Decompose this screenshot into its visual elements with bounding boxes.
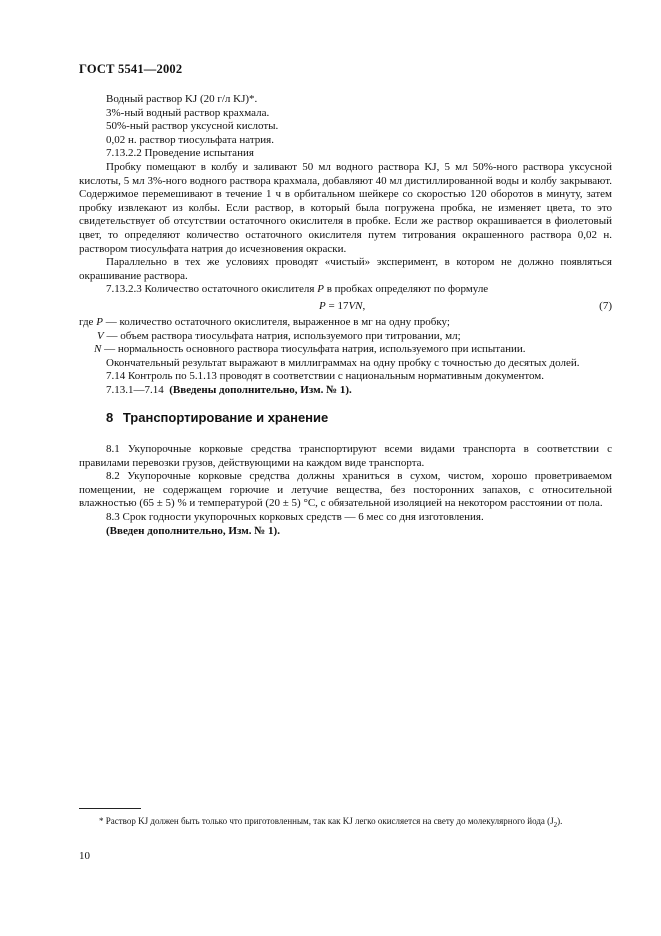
subsection-heading: 7.13.2.2 Проведение испытания — [106, 147, 254, 160]
section-8-title: 8 Транспортирование и хранение — [106, 410, 329, 426]
formula-intro: 7.13.2.3 Количество остаточного окислителя P в пробках определяют по формуле — [106, 283, 489, 296]
variable-p: P — [317, 283, 324, 296]
formula-number: (7) — [599, 299, 612, 312]
paragraph-procedure: Пробку помещают в колбу и заливают 50 мл водного раствора KJ, 5 мл 50%-ного раствора уксусной кислоты, 5 мл 3%-ного водного раствора крахмала, добавляют 40 мл дистиллированной воды и колбу закрывают. Содержимое перемешивают в течение 1 ч в орбитальном шейкере со скоростью 120 оборотов в минуту, затем пробку извлекают из колбы. Если раствор, в который была погружена пробка, не изменяет цвета, то это свидетельствует об отсутствии остаточного окислителя в пробке. Если же раствор окрашивается в фиолетовый цвет, то определяют количество остаточного окислителя путем титрования окрашенного раствора 0,02 н. раствором тиосульфата натрия до исчезновения окраски. — [79, 160, 612, 255]
paragraph-8-3: 8.3 Срок годности укупорочных корковых средств — 6 мес со дня изготовления. — [106, 511, 484, 524]
page-number: 10 — [79, 850, 90, 862]
definition-v: V — объем раствора тиосульфата натрия, используемого при титровании, мл; — [97, 329, 461, 342]
footnote: * Раствор KJ должен быть только что приготовленным, так как KJ легко окисляется на свету до молекулярного йода $(J_2)$. — [99, 816, 563, 829]
definition-p: где P — количество остаточного окислителя, выраженное в мг на одну пробку; — [79, 315, 450, 328]
formula-line — [79, 297, 612, 316]
reagent-line: 3%-ный водный раствор крахмала. — [106, 106, 270, 119]
paragraph-blank-experiment: Параллельно в тех же условиях проводят «чистый» эксперимент, в котором не должно появляться окрашивание раствора. — [79, 256, 612, 282]
formula: P = 17VN, — [319, 299, 366, 312]
paragraph-8-1: 8.1 Укупорочные корковые средства транспортируют всеми видами транспорта в соответствии с правилами перевозки грузов, действующими на каждом виде транспорта. — [79, 443, 612, 469]
where-definitions — [79, 316, 612, 357]
paragraph-7-14: 7.14 Контроль по 5.1.13 проводят в соответствии с национальным нормативным документом. — [106, 370, 545, 383]
footnote-rule — [79, 808, 141, 809]
amendment-note-8: (Введен дополнительно, Изм. № 1). — [106, 524, 280, 537]
paragraph-8-2: 8.2 Укупорочные корковые средства должны храниться в сухом, чистом, хорошо проветриваемом помещении, не содержащем горючие и летучие вещества, без посторонних запахов, с относительной влажностью (65 ± 5) % и температурой (20 ± 5) °С, с обязательной изоляцией на некотором расстоянии от пола. — [79, 470, 612, 510]
document-body — [79, 93, 612, 538]
amendment-note-7: 7.13.1—7.14 (Введены дополнительно, Изм. № 1). — [106, 383, 352, 396]
reagent-line: 50%-ный раствор уксусной кислоты. — [106, 120, 279, 133]
definition-n: N — нормальность основного раствора тиосульфата натрия, используемого при испытании. — [94, 343, 526, 356]
reagent-line: 0,02 н. раствор тиосульфата натрия. — [106, 133, 274, 146]
paragraph-result: Окончательный результат выражают в миллиграммах на одну пробку с точностью до десятых долей. — [106, 356, 580, 369]
reagent-line: Водный раствор KJ (20 г/л KJ)*. — [106, 93, 258, 105]
standard-header: ГОСТ 5541—2002 — [79, 62, 183, 76]
